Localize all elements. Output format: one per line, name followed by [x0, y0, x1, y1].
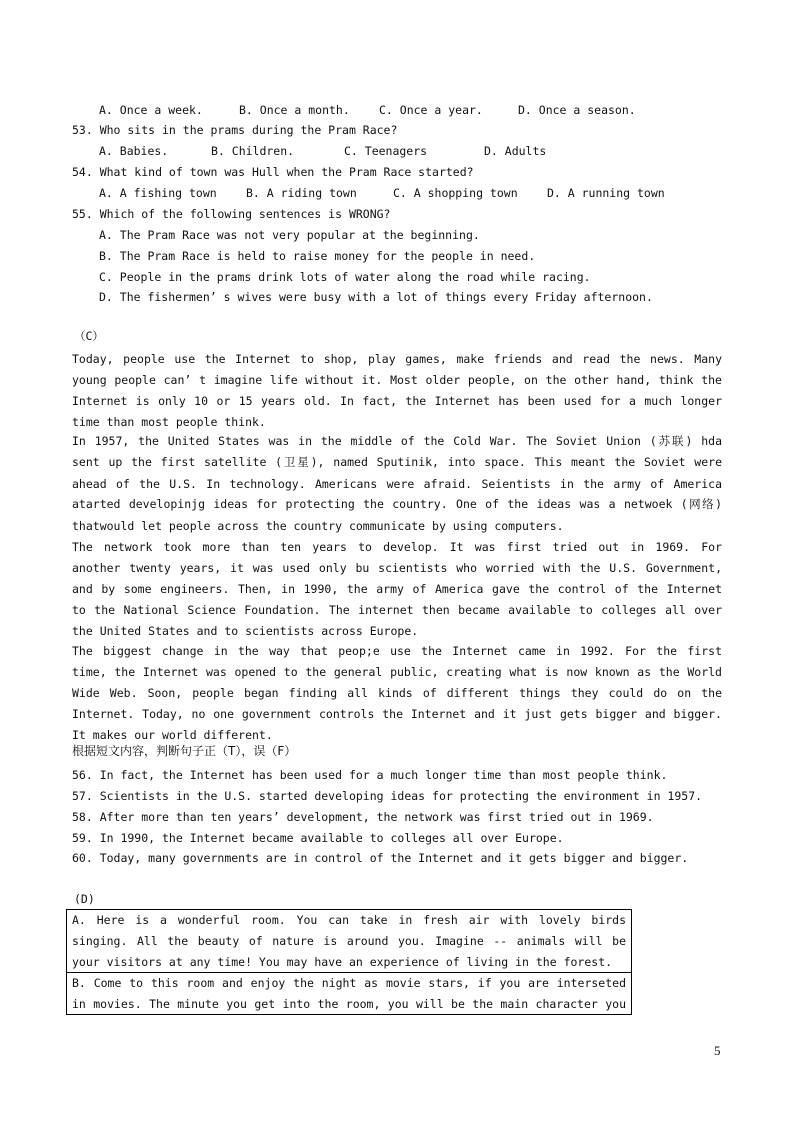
q54-option-b: B. A riding town: [246, 186, 357, 200]
passage-line: another twenty years, it was used only bu scientists who worried with the U.S. Government,: [72, 561, 722, 575]
statement-58: 58. After more than ten years’ development, the network was first tried out in 1969.: [72, 810, 654, 824]
page-number: 5: [714, 1043, 721, 1058]
q55-stem: 55. Which of the following sentences is WRONG?: [72, 207, 391, 221]
section-c-label: （C）: [74, 329, 104, 343]
q54-option-a: A. A fishing town: [99, 186, 217, 200]
passage-line: to the National Science Foundation. The internet then became available to colleges all over: [72, 603, 722, 617]
passage-line: The biggest change in the way that peop;e use the Internet came in 1992. For the first: [72, 644, 722, 658]
ad-a-line: A. Here is a wonderful room. You can take in fresh air with lovely birds: [72, 913, 626, 927]
passage-line: In 1957, the United States was in the middle of the Cold War. The Soviet Union (苏联) hda: [72, 434, 722, 448]
passage-line: Wide Web. Soon, people began finding all kinds of different things they could do on the: [72, 686, 722, 700]
passage-line: The network took more than ten years to develop. It was first tried out in 1969. For: [72, 540, 722, 554]
passage-line: Today, people use the Internet to shop, play games, make friends and read the news. Many: [72, 352, 722, 366]
q52-option-a: A. Once a week.: [99, 103, 203, 117]
q55-option-a: A. The Pram Race was not very popular at the beginning.: [99, 228, 480, 242]
section-d-label: (D): [74, 892, 95, 906]
statement-59: 59. In 1990, the Internet became available to colleges all over Europe.: [72, 831, 564, 845]
ad-a-line: your visitors at any time! You may have an experience of living in the forest.: [72, 955, 613, 969]
q54-stem: 54. What kind of town was Hull when the Pram Race started?: [72, 165, 474, 179]
room-ad-b: [66, 972, 632, 1015]
q53-option-b: B. Children.: [211, 144, 295, 158]
q52-option-b: B. Once a month.: [239, 103, 350, 117]
q55-option-c: C. People in the prams drink lots of water along the road while racing.: [99, 270, 591, 284]
q52-option-c: C. Once a year.: [379, 103, 483, 117]
q55-option-b: B. The Pram Race is held to raise money for the people in need.: [99, 249, 536, 263]
passage-line: the United States and to scientists across Europe.: [72, 624, 419, 638]
q55-option-d: D. The fishermen’ s wives were busy with a lot of things every Friday afternoon.: [99, 290, 653, 304]
passage-line: young people can’ t imagine life without it. Most older people, on the other hand, think the: [72, 373, 722, 387]
q53-option-c: C. Teenagers: [344, 144, 428, 158]
passage-line: thatwould let people across the country communicate by using computers.: [72, 519, 564, 533]
passage-line: atarted developinjg ideas for protecting the country. One of the ideas was a netwoek (网络): [72, 497, 722, 511]
passage-line: time than most people think.: [72, 415, 266, 429]
passage-line: Internet. Today, no one government controls the Internet and it just gets bigger and bigger.: [72, 707, 722, 721]
passage-line: Internet is only 10 or 15 years old. In fact, the Internet has been used for a much longer: [72, 394, 722, 408]
passage-line: It makes our world different.: [72, 728, 273, 742]
statement-57: 57. Scientists in the U.S. started developing ideas for protecting the environment in 1957.: [72, 789, 703, 803]
passage-line: and by some engineers. Then, in 1990, the army of America gave the control of the Internet: [72, 582, 722, 596]
statement-60: 60. Today, many governments are in control of the Internet and it gets bigger and bigger.: [72, 851, 689, 865]
q54-option-c: C. A shopping town: [393, 186, 518, 200]
ad-b-line: in movies. The minute you get into the room, you will be the main character you: [72, 997, 626, 1011]
passage-line: time, the Internet was opened to the general public, creating what is now known as the World: [72, 665, 722, 679]
ad-a-line: singing. All the beauty of nature is around you. Imagine -- animals will be: [72, 934, 626, 948]
room-ad-a: [66, 909, 632, 973]
q53-option-d: D. Adults: [484, 144, 547, 158]
q53-option-a: A. Babies.: [99, 144, 169, 158]
passage-line: sent up the first satellite (卫星), named Sputinik, into space. This meant the Soviet were: [72, 455, 722, 469]
q53-stem: 53. Who sits in the prams during the Pram Race?: [72, 123, 398, 137]
q52-option-d: D. Once a season.: [518, 103, 636, 117]
statement-56: 56. In fact, the Internet has been used for a much longer time than most people think.: [72, 768, 668, 782]
tf-instruction: 根据短文内容，判断句子正（T），误（F）: [72, 744, 297, 758]
ad-b-line: B. Come to this room and enjoy the night as movie stars, if you are interseted: [72, 976, 626, 990]
q54-option-d: D. A running town: [547, 186, 665, 200]
passage-line: ahead of the U.S. In technology. Americans were afraid. Seientists in the army of America: [72, 477, 722, 491]
